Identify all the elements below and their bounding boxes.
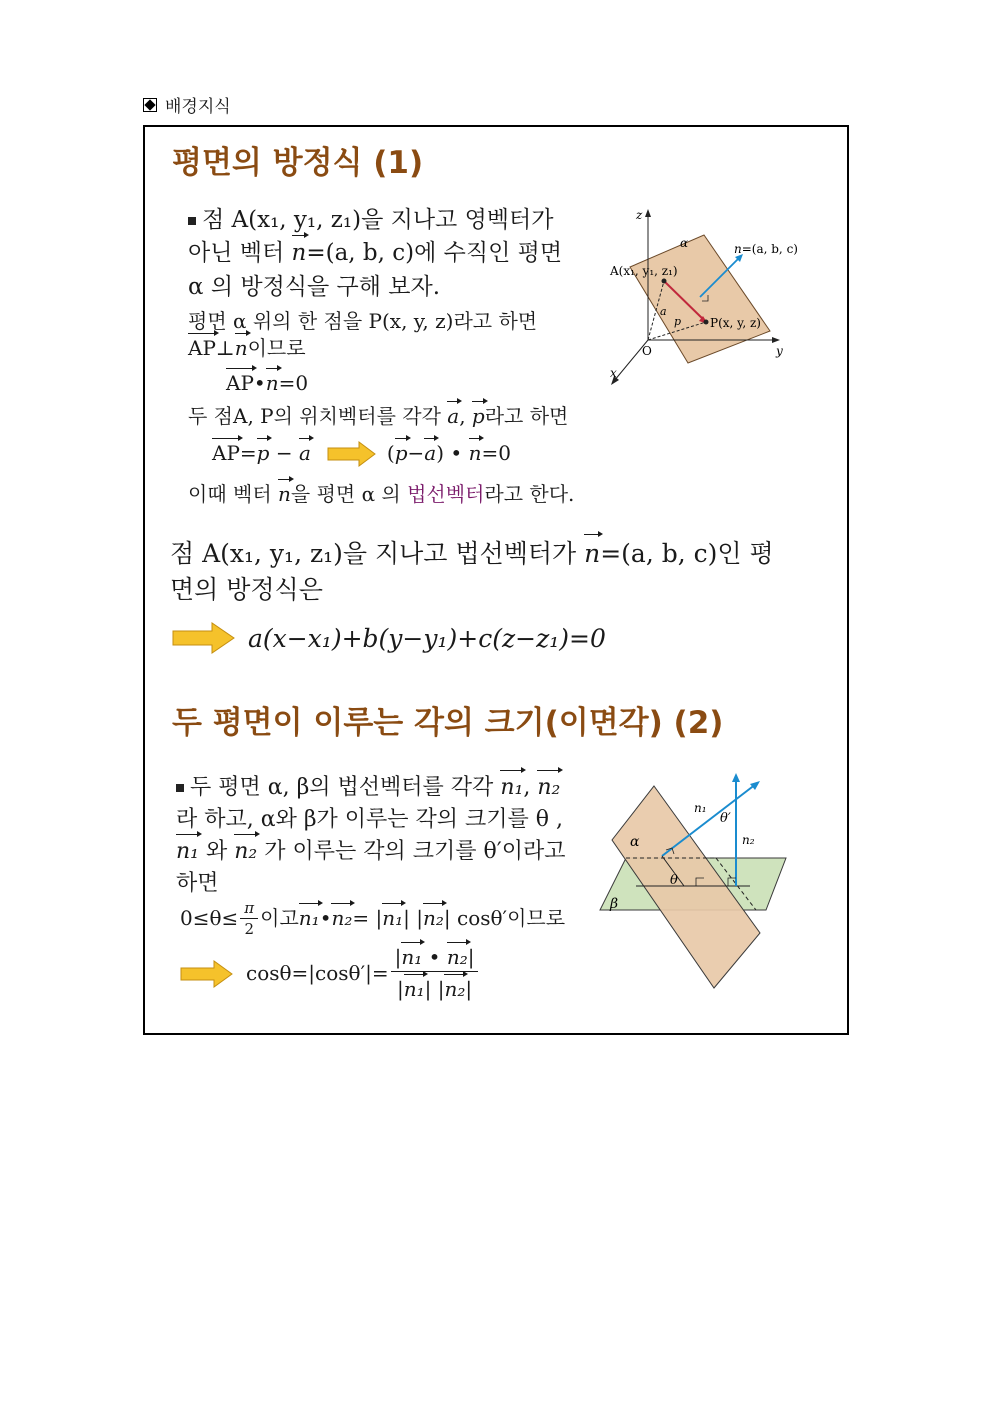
label-beta: β [610, 896, 619, 912]
label-origin: O [642, 344, 652, 358]
label-theta-prime: θ′ [720, 811, 731, 826]
derivation-line-5: AP=p − a (p−a) • n=0 [212, 441, 511, 465]
intro-line-2: 아닌 벡터 n=(a, b, c)에 수직인 평면 [188, 237, 608, 270]
label-theta: θ [670, 873, 678, 888]
label-z: z [636, 208, 643, 222]
yellow-arrow-icon [180, 960, 234, 988]
bullet-square-icon [176, 784, 184, 792]
section1-title: 평면의 방정식 (1) [172, 145, 424, 181]
dihedral-angle-diagram [596, 770, 796, 995]
section1-derivation [188, 308, 608, 508]
formula-text: a(x−x₁)+b(y−y₁)+c(z−z₁)=0 [248, 623, 606, 653]
derivation-line-4: 두 점A, P의 위치벡터를 각각 a, p라고 하면 [188, 404, 569, 428]
intro-line-1: 점 A(x₁, y₁, z₁)을 지나고 영벡터가 [188, 204, 608, 237]
plane-equation-diagram [600, 205, 830, 390]
label-alpha: α [680, 236, 689, 250]
statement-line-2: 면의 방정식은 [170, 575, 323, 605]
label-x: x [610, 366, 617, 380]
section2-line-3: n₁ 와 n₂ 가 이루는 각의 크기를 θ′이라고 [176, 836, 596, 868]
label-alpha: α [630, 834, 640, 850]
cos-formula: cosθ=|cosθ′|= $\frac{\text{|n₁ • n₂|}}{\text{|n₁| |n₂|}}$ [180, 944, 478, 1003]
plane-formula [172, 622, 606, 654]
label-vector-p: p [674, 315, 682, 328]
label-y: y [776, 344, 783, 358]
yellow-arrow-icon [327, 441, 377, 467]
intro-line-3: α 의 방정식을 구해 보자. [188, 273, 441, 300]
label-normal: n=(a, b, c) [734, 242, 798, 256]
label-n2: n₂ [742, 833, 755, 847]
yellow-arrow-icon [172, 622, 236, 654]
section-header [143, 92, 231, 117]
section1-statement [170, 536, 820, 609]
section2-line-2: 라 하고, α와 β가 이루는 각의 크기를 θ , [176, 806, 564, 832]
section2-title: 두 평면이 이루는 각의 크기(이면각) (2) [172, 705, 724, 741]
term-normal-vector: 법선벡터 [407, 482, 485, 506]
label-vector-a: a [660, 305, 667, 318]
label-point-p: P(x, y, z) [710, 316, 761, 330]
bullet-square-icon [188, 217, 196, 225]
header-label: 배경지식 [165, 97, 231, 117]
derivation-line-1: 평면 α 위의 한 점을 P(x, y, z)라고 하면 [188, 309, 538, 333]
label-point-a: A(x₁, y₁, z₁) [610, 264, 678, 278]
label-n1: n₁ [694, 801, 707, 815]
derivation-line-2: AP⊥n이므로 [188, 336, 306, 360]
derivation-line-3: AP•n=0 [226, 371, 309, 395]
section2-line-4: 하면 [176, 870, 219, 896]
section2-intro [176, 772, 596, 900]
derivation-line-6: 이때 벡터 n을 평면 α 의 법선벡터라고 한다. [188, 482, 575, 506]
diamond-in-square-icon [143, 98, 157, 112]
condition-line: 0≤θ≤ $\frac{\pi}{2}$ 이고 n₁ • n₂ = | n₁ | | n₂ | cosθ′이므로 [180, 899, 566, 939]
statement-line-1: 점 A(x₁, y₁, z₁)을 지나고 법선벡터가 n=(a, b, c)인 평 [170, 536, 820, 572]
section1-intro [188, 204, 608, 304]
section2-line-1: 두 평면 α, β의 법선벡터를 각각 n₁, n₂ [176, 772, 596, 804]
